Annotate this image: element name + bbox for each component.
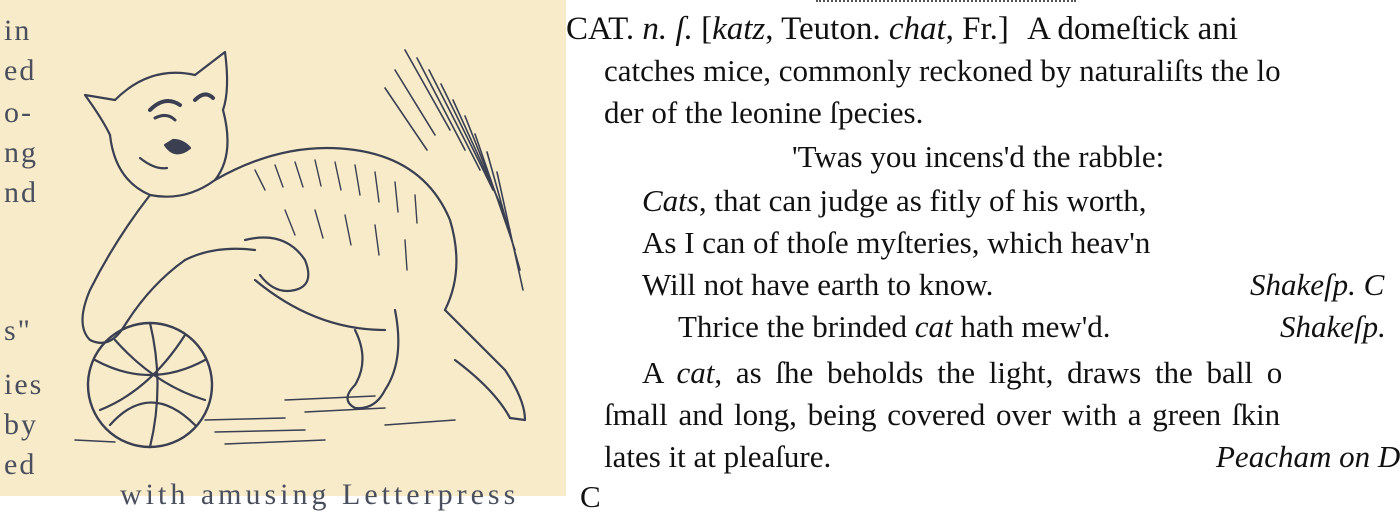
edge-word: ng [4, 136, 38, 169]
quotation-line: As I can of thoſe myſteries, which heav'n [642, 225, 1151, 260]
edge-word: in [4, 14, 32, 47]
quotation-keyword: Cats [642, 183, 699, 218]
quotation-keyword: cat [676, 355, 715, 390]
quotation-text: , as ſhe beholds the light, draws the ball o [714, 355, 1283, 390]
quotation-line: 'Twas you incens'd the rabble: [792, 139, 1165, 174]
citation: Shakeſp. C [1250, 267, 1385, 302]
quotation-text: A [642, 355, 663, 390]
quotation-text: , that can judge as fitly of his worth, [698, 183, 1147, 218]
edge-word: ed [4, 448, 37, 481]
definition-line: der of the leonine ſpecies. [604, 95, 924, 130]
entry-headline [566, 12, 1238, 46]
dictionary-page [566, 0, 1400, 514]
edge-word: s" [4, 314, 32, 347]
edge-word: nd [4, 176, 38, 209]
quotation-text: Thrice the brinded [678, 309, 907, 344]
book-page-left [0, 0, 566, 511]
quotation-keyword: cat [914, 309, 953, 344]
part-of-speech: n. ſ. [642, 11, 693, 47]
cropped-line-fragment [816, 0, 1076, 2]
cat-with-ball-icon [55, 40, 555, 460]
quotation-text: hath mew'd. [960, 309, 1111, 344]
etymology-lang: , Teuton. [765, 11, 881, 47]
edge-word: o- [4, 96, 33, 129]
citation: Peacham on D [1216, 439, 1400, 474]
next-entry-fragment: C [580, 479, 601, 514]
quotation-line [642, 184, 1147, 218]
etymology-word: katz [712, 11, 766, 47]
definition-line: catches mice, commonly reckoned by naturaliſts the lo [604, 53, 1281, 88]
quotation-line [642, 356, 1282, 390]
quotation-line: lates it at pleaſure. [604, 439, 832, 474]
etymology-lang: , Fr.] [945, 11, 1009, 47]
quotation-line: Will not have earth to know. [642, 267, 994, 302]
edge-word: ed [4, 54, 37, 87]
citation: Shakeſp. [1280, 309, 1386, 344]
quotation-line [678, 310, 1111, 344]
quotation-line: ſmall and long, being covered over with a green ſkin [604, 397, 1281, 432]
edge-word: ies [4, 368, 44, 401]
etymology-word: chat [888, 11, 946, 47]
edge-word: by [4, 408, 38, 441]
bottom-text-line: with amusing Letterpress [120, 478, 520, 511]
definition-text: A domeſtick ani [1027, 11, 1238, 47]
etymology-open: [ [701, 11, 713, 47]
headword: CAT. [566, 11, 635, 47]
